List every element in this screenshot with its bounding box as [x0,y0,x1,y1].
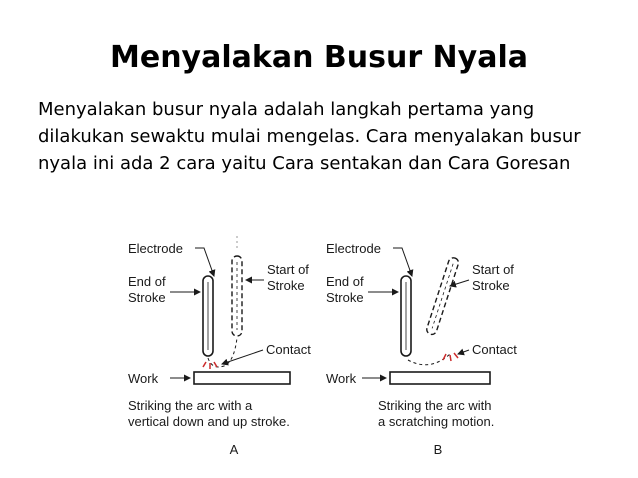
panel-a-end-label-2: Stroke [128,290,166,305]
panel-a-electrode-leader [195,248,214,276]
slide-title: Menyalakan Busur Nyala [110,40,528,75]
panel-a-caption-line-1: Striking the arc with a [128,398,253,413]
panel-b-electrode-start [426,257,460,336]
panel-a-end-label-1: End of [128,274,166,289]
panel-b-caption-line-1: Striking the arc with [378,398,492,413]
panel-b-workpiece [390,372,490,384]
panel-b-work-label: Work [326,371,357,386]
panel-b-start-label-1: Start of [472,262,514,277]
panel-a-work-label: Work [128,371,159,386]
panel-a-electrode-label: Electrode [128,241,183,256]
panel-b-contact-arrow [458,350,469,354]
panel-b-contact-sparks [443,353,458,361]
panel-a-contact-label: Contact [266,342,311,357]
panel-b-electrode-label: Electrode [326,241,381,256]
panel-a-workpiece [194,372,290,384]
panel-a-start-label-1: Start of [267,262,309,277]
panel-a-caption-line-2: vertical down and up stroke. [128,414,290,429]
panel-a [128,236,311,457]
panel-b-start-label-2: Stroke [472,278,510,293]
panel-b-end-label-1: End of [326,274,364,289]
panel-b-electrode-leader [393,248,412,276]
panel-a-contact-arrow [222,350,263,364]
panel-b-contact-label: Contact [472,342,517,357]
panel-a-start-label-2: Stroke [267,278,305,293]
slide-body-text: Menyalakan busur nyala adalah langkah pertama yang dilakukan sewaktu mulai mengelas. Cara menyalakan busur nyala ini ada 2 cara yaitu Cara sentakan dan Cara Goresan [38,99,581,174]
panel-b-letter: B [433,442,443,457]
panel-b-end-label-2: Stroke [326,290,364,305]
arc-striking-figure [112,226,532,466]
panel-b [326,241,517,457]
panel-a-letter: A [229,442,239,457]
panel-b-caption-line-2: a scratching motion. [378,414,495,429]
panel-a-contact-sparks [203,362,217,369]
